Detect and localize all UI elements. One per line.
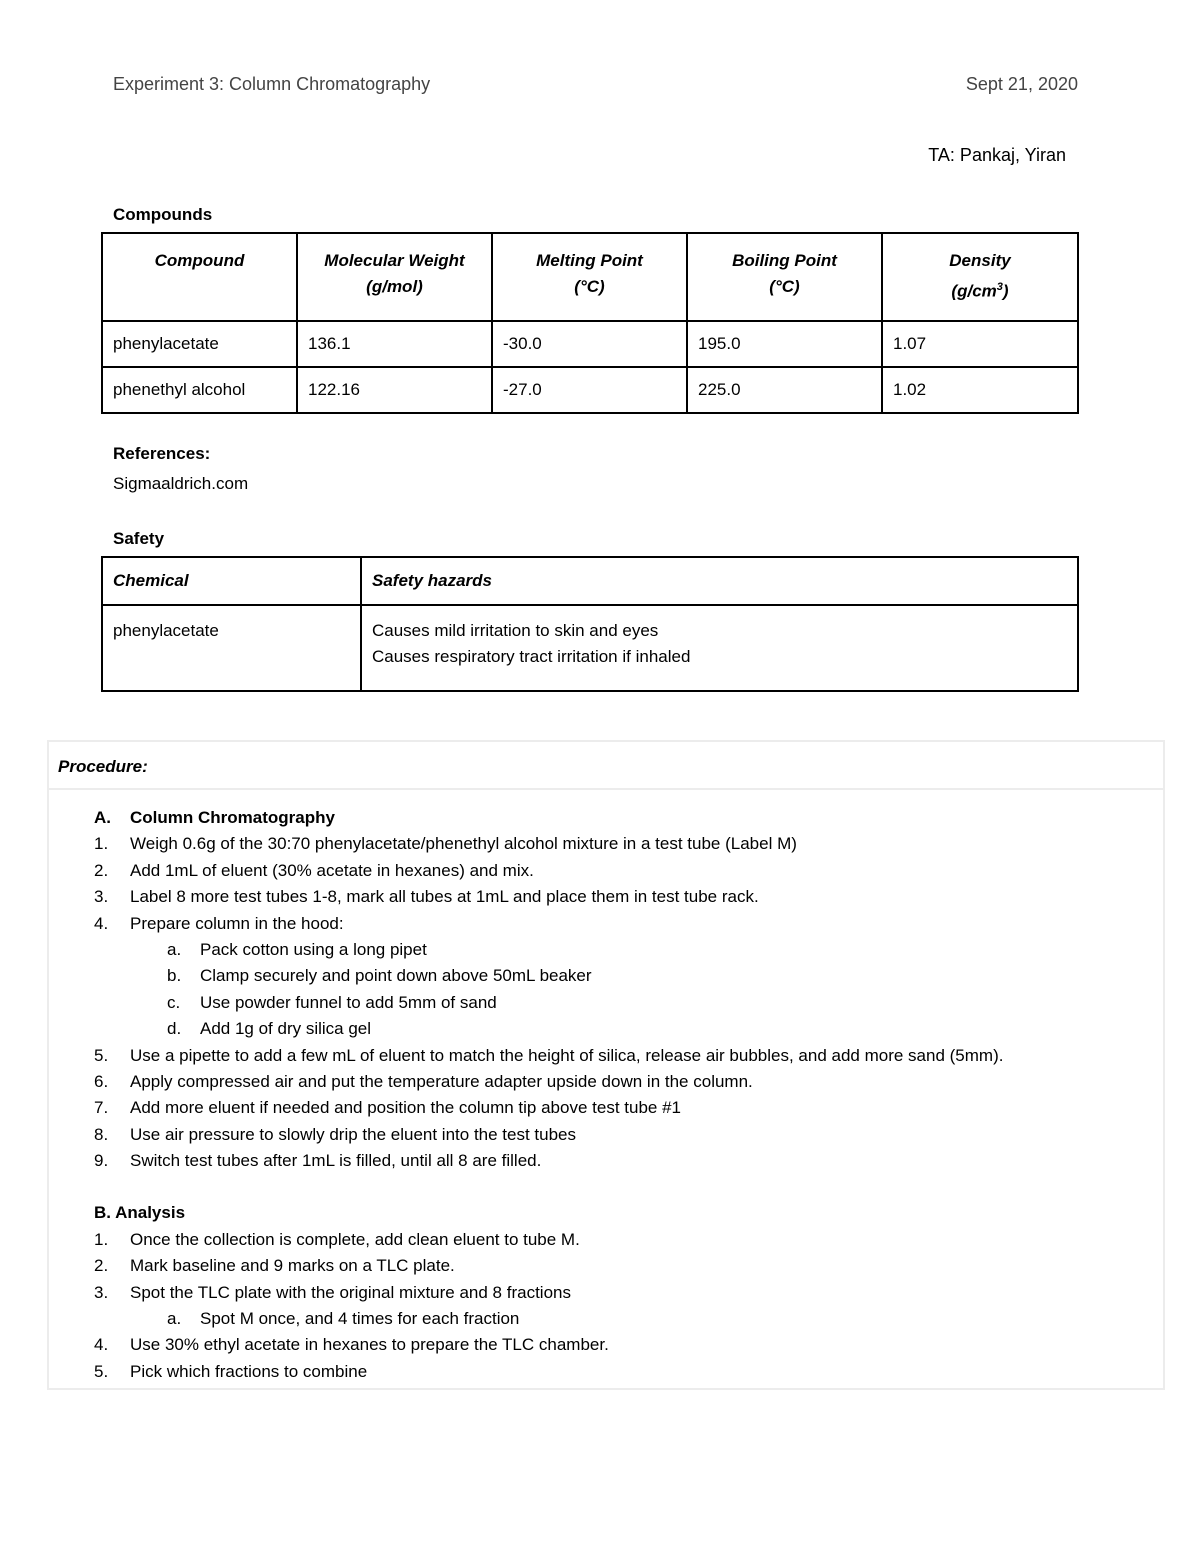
part-a-heading: A. Column Chromatography: [94, 808, 335, 827]
compounds-heading: Compounds: [113, 205, 213, 224]
list-item: 1. Weigh 0.6g of the 30:70 phenylacetate/phenethyl alcohol mixture in a test tube (Label M): [94, 834, 797, 854]
table-cell: 1.02: [882, 367, 1078, 413]
document-title: Experiment 3: Column Chromatography: [113, 74, 431, 94]
procedure-box: [47, 740, 1165, 1390]
list-item: 7. Add more eluent if needed and position the column tip above test tube #1: [94, 1098, 681, 1118]
table-cell: [361, 605, 1078, 691]
part-b-steps: [49, 1227, 1163, 1385]
list-item: 1. Once the collection is complete, add clean eluent to tube M.: [94, 1229, 580, 1249]
safety-table: [101, 556, 1079, 692]
list-item: 4. Use 30% ethyl acetate in hexanes to prepare the TLC chamber.: [94, 1335, 609, 1355]
column-header: Density $(g/cm^3)$: [882, 233, 1078, 321]
table-header-row: [102, 557, 1078, 605]
list-item: 8. Use air pressure to slowly drip the eluent into the test tubes: [94, 1124, 577, 1144]
list-item: 5. Use a pipette to add a few mL of eluent to match the height of silica, release air bubbles, and add more sand (5mm).: [94, 1045, 1004, 1065]
table-cell: phenethyl alcohol: [102, 367, 297, 413]
sub-list-item: a. Spot M once, and 4 times for each fraction: [167, 1309, 520, 1329]
safety-heading: Safety: [113, 529, 165, 548]
list-item: 4. Prepare column in the hood:: [94, 913, 344, 933]
column-header: Compound: [102, 233, 297, 321]
hazard-line: Causes respiratory tract irritation if inhaled: [372, 647, 691, 666]
list-item: 2. Add 1mL of eluent (30% acetate in hexanes) and mix.: [94, 860, 534, 880]
column-header: Boiling Point (°C): [687, 233, 882, 321]
list-item: 6. Apply compressed air and put the temperature adapter upside down in the column.: [94, 1071, 753, 1091]
list-item: 2. Mark baseline and 9 marks on a TLC plate.: [94, 1256, 455, 1276]
table-cell: phenylacetate: [102, 321, 297, 367]
reference-source: Sigmaaldrich.com: [113, 474, 249, 493]
list-item: 3. Spot the TLC plate with the original mixture and 8 fractions: [94, 1282, 571, 1302]
column-header: Safety hazards: [361, 557, 1078, 605]
column-header: Melting Point (°C): [492, 233, 687, 321]
table-cell: -30.0: [492, 321, 687, 367]
column-header: Chemical: [102, 557, 361, 605]
table-cell: 1.07: [882, 321, 1078, 367]
part-b-heading: B. Analysis: [94, 1203, 186, 1223]
list-item: 5. Pick which fractions to combine: [94, 1361, 368, 1381]
sub-list-item: b. Clamp securely and point down above 50mL beaker: [167, 966, 592, 986]
sub-list-item: c. Use powder funnel to add 5mm of sand: [167, 992, 497, 1012]
part-a-steps: [49, 831, 1163, 1174]
table-cell: 225.0: [687, 367, 882, 413]
table-row: [102, 321, 1078, 367]
column-header: Molecular Weight (g/mol): [297, 233, 492, 321]
sub-list-item: a. Pack cotton using a long pipet: [167, 939, 427, 959]
procedure-body: [49, 790, 1163, 1385]
table-cell: -27.0: [492, 367, 687, 413]
compounds-table: [101, 232, 1079, 414]
ta-names: TA: Pankaj, Yiran: [928, 145, 1066, 165]
table-row: [102, 367, 1078, 413]
table-cell: 136.1: [297, 321, 492, 367]
references: [113, 439, 248, 499]
table-cell: 122.16: [297, 367, 492, 413]
table-cell: phenylacetate: [102, 605, 361, 691]
table-row: [102, 605, 1078, 691]
list-item: 9. Switch test tubes after 1mL is filled, until all 8 are filled.: [94, 1151, 542, 1171]
hazard-line: Causes mild irritation to skin and eyes: [372, 621, 659, 640]
sub-list-item: d. Add 1g of dry silica gel: [167, 1019, 372, 1039]
document-date: Sept 21, 2020: [965, 74, 1078, 94]
references-heading: References:: [113, 444, 211, 463]
table-cell: 195.0: [687, 321, 882, 367]
list-item: 3. Label 8 more test tubes 1-8, mark all tubes at 1mL and place them in test tube rack.: [94, 887, 759, 907]
procedure-heading: Procedure:: [49, 742, 1163, 790]
table-header-row: [102, 233, 1078, 321]
